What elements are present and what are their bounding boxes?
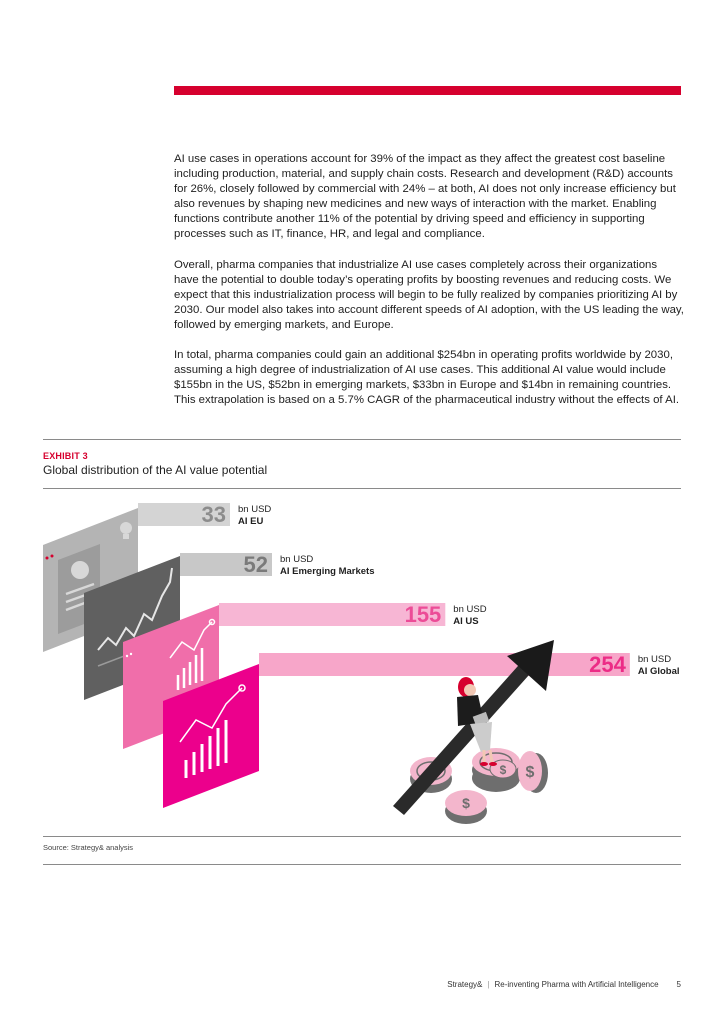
bar-value: 155 (404, 602, 442, 627)
bar-unit: bn USD (280, 554, 314, 565)
coins-illustration (410, 748, 548, 824)
divider (43, 836, 681, 837)
person-illustration (457, 677, 497, 766)
paragraph: AI use cases in operations account for 39% of the impact as they affect the greatest cost baseline including production, material, and supply chain costs. Research and development (R&D) accounts for 26%, closely followed by commercial with 24% – at both, AI does not only increase efficiency but also revenues by shaping new medicines and new ways of interaction with the market. Enabling functions contribute another 11% of the potential by driving speed and efficiency in supporting processes such as IT, finance, HR, and legal and compliance. (174, 153, 676, 241)
paragraph: In total, pharma companies could gain an additional $254bn in operating profits worldwide by 2030, assuming a high degree of industrialization of AI use cases. This additional AI value would include $155bn in the US, $52bn in emerging markets, $33bn in Europe and $14bn in remaining countries. This extrapolation is based on a 5.7% CAGR of the pharmaceutical industry without the effects of AI. (174, 349, 680, 407)
footer-separator: | (487, 980, 490, 989)
bar-category: AI US (453, 616, 479, 627)
svg-text:$: $ (499, 763, 507, 777)
exhibit-title: Global distribution of the AI value potential (43, 463, 268, 477)
svg-text:$: $ (525, 764, 535, 781)
exhibit-label: EXHIBIT 3 (43, 451, 88, 461)
header-accent-bar (174, 86, 681, 95)
bar-category: AI Emerging Markets (280, 566, 375, 577)
footer-title: Re-inventing Pharma with Artificial Intelligence (494, 980, 659, 989)
bar-unit: bn USD (453, 604, 487, 615)
page-number: 5 (676, 980, 681, 989)
divider (43, 439, 681, 440)
bar-category: AI EU (238, 516, 264, 527)
source-note: Source: Strategy& analysis (43, 843, 134, 852)
bar-category: AI Global (637, 666, 680, 677)
body-text (174, 152, 684, 423)
bar-label (638, 654, 680, 678)
footer-brand: Strategy& (447, 980, 483, 989)
bar-label (280, 554, 375, 578)
page-footer (380, 980, 681, 989)
exhibit-figure (0, 490, 724, 835)
bar-unit: bn USD (238, 504, 272, 515)
bar-value: 254 (589, 652, 626, 677)
paragraph: Overall, pharma companies that industrialize AI use cases completely across their organizations have the potential to double today’s operating profits by boosting revenues and reducing costs. We expect that this industrialization process will begin to be fully realized by companies prioritizing AI by 2030. Our model also takes into account different speeds of AI adoption, with the US leading the way, followed by emerging markets, and Europe. (174, 258, 684, 331)
bar-label (453, 604, 486, 628)
divider (43, 488, 681, 489)
svg-text:$: $ (462, 795, 470, 811)
bar-unit: bn USD (637, 654, 672, 665)
bar-label (238, 504, 271, 528)
bar-value: 52 (243, 552, 268, 577)
divider (43, 864, 681, 865)
bar-value: 33 (201, 502, 226, 527)
